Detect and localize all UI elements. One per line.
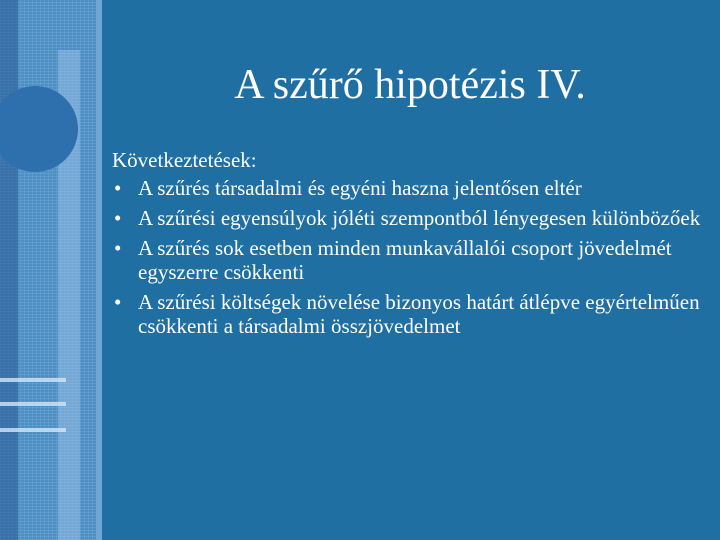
slide-content [112, 148, 702, 344]
decorative-line [0, 428, 66, 432]
bullet-item [112, 236, 702, 284]
bullet-item [112, 176, 702, 200]
decorative-band-edge [96, 0, 102, 540]
bullet-item [112, 290, 702, 338]
content-lead: Következtetések: [112, 148, 257, 172]
bullet-text: A szűrés sok esetben minden munkavállalói csoport jövedelmét egyszerre csökkenti [138, 236, 672, 284]
decorative-line [0, 378, 66, 382]
bullet-icon: • [114, 290, 122, 314]
bullet-text: A szűrési költségek növelése bizonyos határt átlépve egyértelműen csökkenti a társadalmi összjövedelmet [138, 290, 700, 338]
decorative-line [0, 402, 66, 406]
bullet-icon: • [114, 206, 122, 230]
bullet-list [112, 176, 702, 338]
bullet-text: A szűrési egyensúlyok jóléti szempontból lényegesen különbözőek [138, 206, 701, 230]
bullet-icon: • [114, 236, 122, 260]
bullet-icon: • [114, 176, 122, 200]
bullet-item [112, 206, 702, 230]
bullet-text: A szűrés társadalmi és egyéni haszna jelentősen eltér [138, 176, 582, 200]
slide-title: A szűrő hipotézis IV. [234, 62, 586, 108]
decorative-stripe-dark [0, 0, 18, 540]
